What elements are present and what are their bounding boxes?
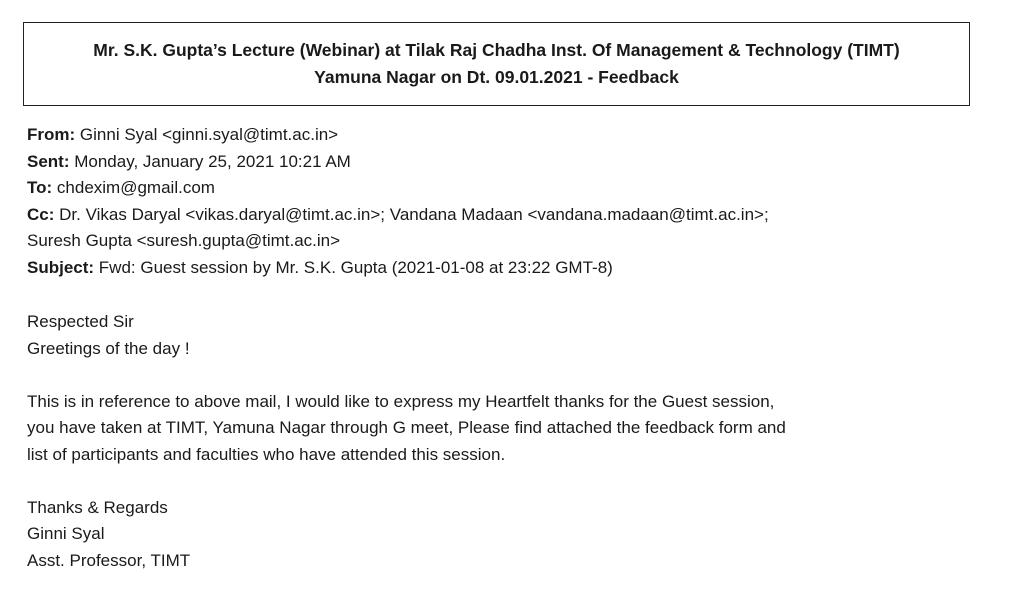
cc-value-line-1: Dr. Vikas Daryal <vikas.daryal@timt.ac.in>; Vandana Madaan <vandana.madaan@timt.ac.in>; (59, 204, 769, 224)
from-value: Ginni Syal <ginni.syal@timt.ac.in> (79, 125, 339, 144)
cc-continuation-row (27, 228, 987, 255)
cc-value-line-2: Suresh Gupta <suresh.gupta@timt.ac.in> (27, 231, 341, 250)
signature-name: Ginni Syal (27, 524, 105, 543)
to-row (27, 175, 987, 202)
title-line-1: Mr. S.K. Gupta’s Lecture (Webinar) at Tilak Raj Chadha Inst. Of Management & Technology (TIMT) (93, 40, 900, 60)
greeting: Greetings of the day ! (27, 338, 190, 358)
from-label: From: (27, 125, 76, 144)
body-paragraph-line-1: This is in reference to above mail, I would like to express my Heartfelt thanks for the Guest session, (27, 391, 775, 411)
signature-title: Asst. Professor, TIMT (27, 550, 191, 570)
salutation: Respected Sir (27, 312, 134, 331)
to-value: chdexim@gmail.com (56, 178, 215, 197)
sent-label: Sent: (27, 151, 70, 171)
email-body (27, 309, 987, 574)
subject-value: Fwd: Guest session by Mr. S.K. Gupta (2021-01-08 at 23:22 GMT-8) (98, 257, 613, 277)
body-paragraph-line-2: you have taken at TIMT, Yamuna Nagar through G meet, Please find attached the feedback form and (27, 418, 786, 437)
document-title-box (23, 22, 970, 106)
paragraph-spacer (27, 362, 987, 389)
to-label: To: (27, 178, 53, 197)
body-paragraph-line-3: list of participants and faculties who have attended this session. (27, 444, 506, 464)
cc-label: Cc: (27, 204, 55, 224)
sent-value: Monday, January 25, 2021 10:21 AM (74, 151, 351, 171)
sent-row (27, 149, 987, 176)
cc-row (27, 202, 987, 229)
subject-label: Subject: (27, 257, 95, 277)
subject-row (27, 255, 987, 282)
closing: Thanks & Regards (27, 497, 168, 517)
title-line-2: Yamuna Nagar on Dt. 09.01.2021 - Feedback (314, 67, 679, 87)
email-headers (27, 122, 987, 281)
paragraph-spacer (27, 468, 987, 495)
from-row (27, 122, 987, 149)
